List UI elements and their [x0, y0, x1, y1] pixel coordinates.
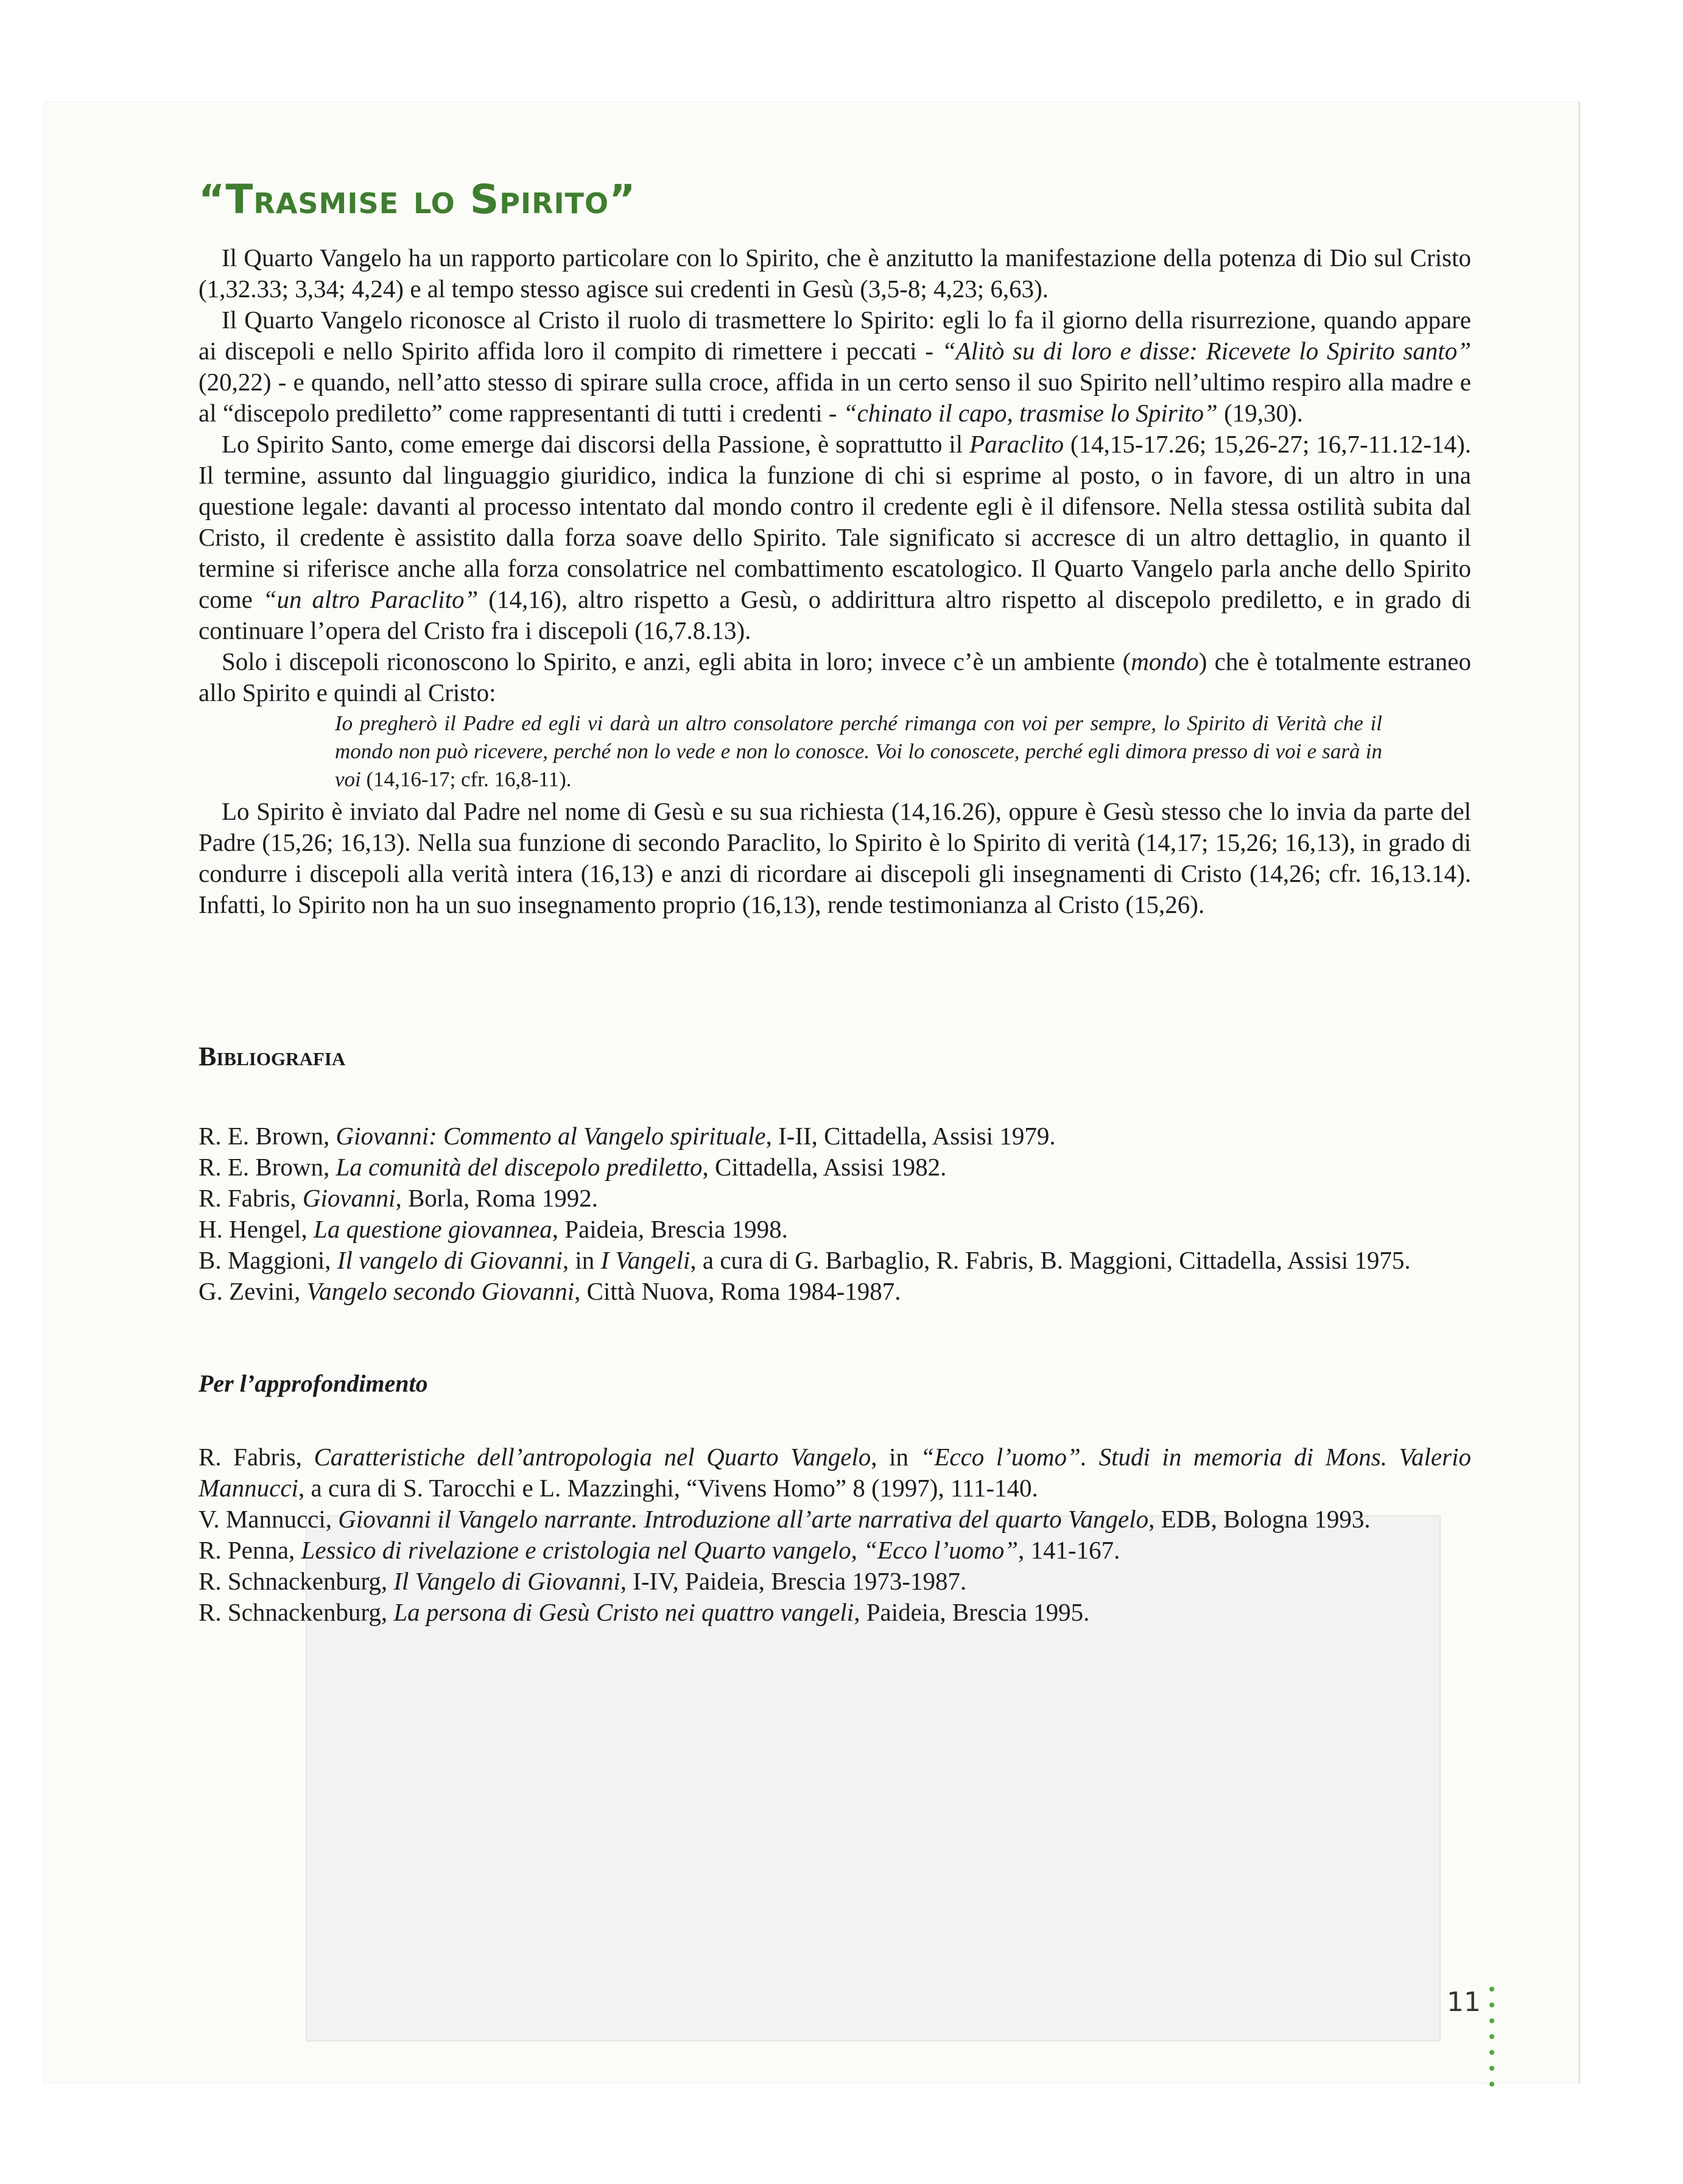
paragraph	[199, 242, 1471, 305]
text-run: (14,15-17.26; 15,26-27; 16,7-11.12-14). Il termine, assunto dal linguaggio giuridico, indica la funzione di chi si esprime al posto, o in favore, di un altro in una questione legale: davanti al processo intentato dal mondo contro il credente egli è il difensore. Nella stessa ostilità subita dal Cristo, il credente è assistito dalla forza soave dello Spirito. Tale significato si accresce di un altro dettaglio, in quanto il termine si riferisce anche alla forza consolatrice nel combattimento escatologico. Il Quarto Vangelo parla anche dello Spirito come	[199, 430, 1471, 613]
bibliography-list	[199, 1121, 1471, 1307]
dot	[1489, 2034, 1494, 2039]
text-run: , EDB, Bologna 1993.	[1148, 1505, 1371, 1533]
italic-run: “Ecco l’uomo”	[863, 1536, 1019, 1564]
paragraph	[199, 646, 1471, 708]
italic-run: I Vangeli	[600, 1246, 690, 1274]
text-run: , Paideia, Brescia 1995.	[854, 1598, 1090, 1626]
text-run: , Cittadella, Assisi 1982.	[702, 1153, 947, 1181]
page-title: “Trasmise lo Spirito”	[199, 176, 636, 223]
text-run: (14,16), altro rispetto a Gesù, o addirittura altro rispetto al discepolo prediletto, e in grado di continuare l’opera del Cristo fra i discepoli (16,7.8.13).	[199, 585, 1471, 644]
text-run: R. Schnackenburg,	[199, 1567, 394, 1595]
dot	[1489, 2066, 1494, 2071]
paragraph	[199, 796, 1471, 920]
block-quote	[335, 710, 1382, 794]
further-reading-item	[199, 1566, 1471, 1597]
dot	[1489, 2082, 1494, 2087]
text-run: Lo Spirito Santo, come emerge dai discorsi della Passione, è soprattutto il	[222, 430, 970, 458]
text-run: , Città Nuova, Roma 1984-1987.	[574, 1277, 901, 1305]
italic-run: Giovanni	[302, 1184, 396, 1212]
text-run: , Paideia, Brescia 1998.	[552, 1215, 788, 1243]
bibliography-heading: Bibliografia	[199, 1041, 346, 1071]
bibliography-item	[199, 1276, 1471, 1307]
dot	[1489, 2003, 1494, 2007]
italic-run: Paraclito	[969, 430, 1064, 458]
text-run: R. Fabris,	[199, 1184, 303, 1212]
text-run: R. Fabris,	[199, 1443, 314, 1471]
italic-run: “chinato il capo, trasmise lo Spirito”	[843, 399, 1218, 427]
italic-run: Il Vangelo di Giovanni	[393, 1567, 620, 1595]
text-run: , I-IV, Paideia, Brescia 1973-1987.	[620, 1567, 967, 1595]
dot	[1489, 1987, 1494, 1992]
italic-run: mondo	[1131, 647, 1199, 675]
italic-run: Vangelo secondo Giovanni	[306, 1277, 575, 1305]
italic-run: La persona di Gesù Cristo nei quattro vangeli	[393, 1598, 854, 1626]
page-content	[199, 175, 1471, 1628]
italic-run: Caratteristiche dell’antropologia nel Quarto Vangelo	[314, 1443, 871, 1471]
bibliography-item	[199, 1245, 1471, 1276]
text-run: , Borla, Roma 1992.	[395, 1184, 598, 1212]
text-run: , in	[562, 1246, 601, 1274]
text-run: , a cura di G. Barbaglio, R. Fabris, B. Maggioni, Cittadella, Assisi 1975.	[690, 1246, 1411, 1274]
italic-run: La questione giovannea	[314, 1215, 552, 1243]
further-reading-list	[199, 1442, 1471, 1628]
text-run: ) che è totalmente estraneo allo Spirito e quindi al Cristo:	[199, 647, 1471, 706]
italic-run: Il vangelo di Giovanni	[337, 1246, 563, 1274]
text-run: , in	[871, 1443, 921, 1471]
paragraph	[199, 305, 1471, 429]
quote-text: Io pregherò il Padre ed egli vi darà un altro consolatore perché rimanga con voi per sempre, lo Spirito di Verità che il mondo non può ricevere, perché non lo vede e non lo conosce. Voi lo conoscete, perché egli dimora presso di voi e sarà in voi	[335, 711, 1382, 791]
text-run: R. E. Brown,	[199, 1122, 336, 1150]
decorative-dots	[1489, 1987, 1495, 2098]
text-run: G. Zevini,	[199, 1277, 307, 1305]
italic-run: “Ecco l’uomo”. Studi in memoria di Mons. Valerio Mannucci	[199, 1443, 1471, 1502]
text-run: B. Maggioni,	[199, 1246, 337, 1274]
bibliography-item	[199, 1214, 1471, 1245]
further-reading-heading: Per l’approfondimento	[199, 1370, 428, 1397]
text-run: , a cura di S. Tarocchi e L. Mazzinghi, “Vivens Homo” 8 (1997), 111-140.	[298, 1474, 1038, 1502]
text-run: ,	[851, 1536, 864, 1564]
text-run: R. Penna,	[199, 1536, 301, 1564]
quote-reference: (14,16-17; cfr. 16,8-11).	[360, 767, 572, 791]
further-reading-item	[199, 1535, 1471, 1566]
text-run: (19,30).	[1217, 399, 1303, 427]
paragraph	[199, 429, 1471, 646]
bibliography-item	[199, 1152, 1471, 1183]
italic-run: “un altro Paraclito”	[262, 585, 479, 613]
body-text	[199, 242, 1471, 708]
text-run: , I-II, Cittadella, Assisi 1979.	[765, 1122, 1056, 1150]
dot	[1489, 2050, 1494, 2055]
further-reading-item	[199, 1504, 1471, 1535]
page-number: 11	[1447, 1987, 1481, 2018]
italic-run: Giovanni il Vangelo narrante. Introduzione all’arte narrativa del quarto Vangelo	[338, 1505, 1149, 1533]
text-run: Il Quarto Vangelo riconosce al Cristo il ruolo di trasmettere lo Spirito: egli lo fa il giorno della risurrezione, quando appare ai discepoli e nello Spirito affida loro il compito di rimettere i peccati -	[199, 306, 1471, 365]
bibliography-item	[199, 1183, 1471, 1214]
text-run: Lo Spirito è inviato dal Padre nel nome di Gesù e su sua richiesta (14,16.26), oppure è Gesù stesso che lo invia da parte del Padre (15,26; 16,13). Nella sua funzione di secondo Paraclito, lo Spirito è lo Spirito di verità (14,17; 15,26; 16,13), in grado di condurre i discepoli alla verità intera (16,13) e anzi di ricordare ai discepoli gli insegnamenti di Cristo (14,26; cfr. 16,13.14). Infatti, lo Spirito non ha un suo insegnamento proprio (16,13), rende testimonianza al Cristo (15,26).	[199, 797, 1471, 918]
text-run: Il Quarto Vangelo ha un rapporto particolare con lo Spirito, che è anzitutto la manifestazione della potenza di Dio sul Cristo (1,32.33; 3,34; 4,24) e al tempo stesso agisce sui credenti in Gesù (3,5-8; 4,23; 6,63).	[199, 244, 1471, 303]
text-run: R. E. Brown,	[199, 1153, 336, 1181]
text-run: H. Hengel,	[199, 1215, 314, 1243]
text-run: , 141-167.	[1018, 1536, 1120, 1564]
text-run: Solo i discepoli riconoscono lo Spirito, e anzi, egli abita in loro; invece c’è un ambiente (	[222, 647, 1131, 675]
text-run: R. Schnackenburg,	[199, 1598, 394, 1626]
further-reading-item	[199, 1597, 1471, 1628]
italic-run: La comunità del discepolo prediletto	[336, 1153, 703, 1181]
text-run: (20,22) - e quando, nell’atto stesso di spirare sulla croce, affida in un certo senso il suo Spirito nell’ultimo respiro alla madre e al “discepolo prediletto” come rappresentanti di tutti i credenti -	[199, 368, 1471, 427]
body-text-continued	[199, 796, 1471, 920]
italic-run: “Alitò su di loro e disse: Ricevete lo Spirito santo”	[941, 337, 1471, 365]
dot	[1489, 2018, 1494, 2023]
further-reading-item	[199, 1442, 1471, 1504]
italic-run: Giovanni: Commento al Vangelo spirituale	[336, 1122, 766, 1150]
bibliography-item	[199, 1121, 1471, 1152]
italic-run: Lessico di rivelazione e cristologia nel Quarto vangelo	[301, 1536, 851, 1564]
text-run: V. Mannucci,	[199, 1505, 339, 1533]
